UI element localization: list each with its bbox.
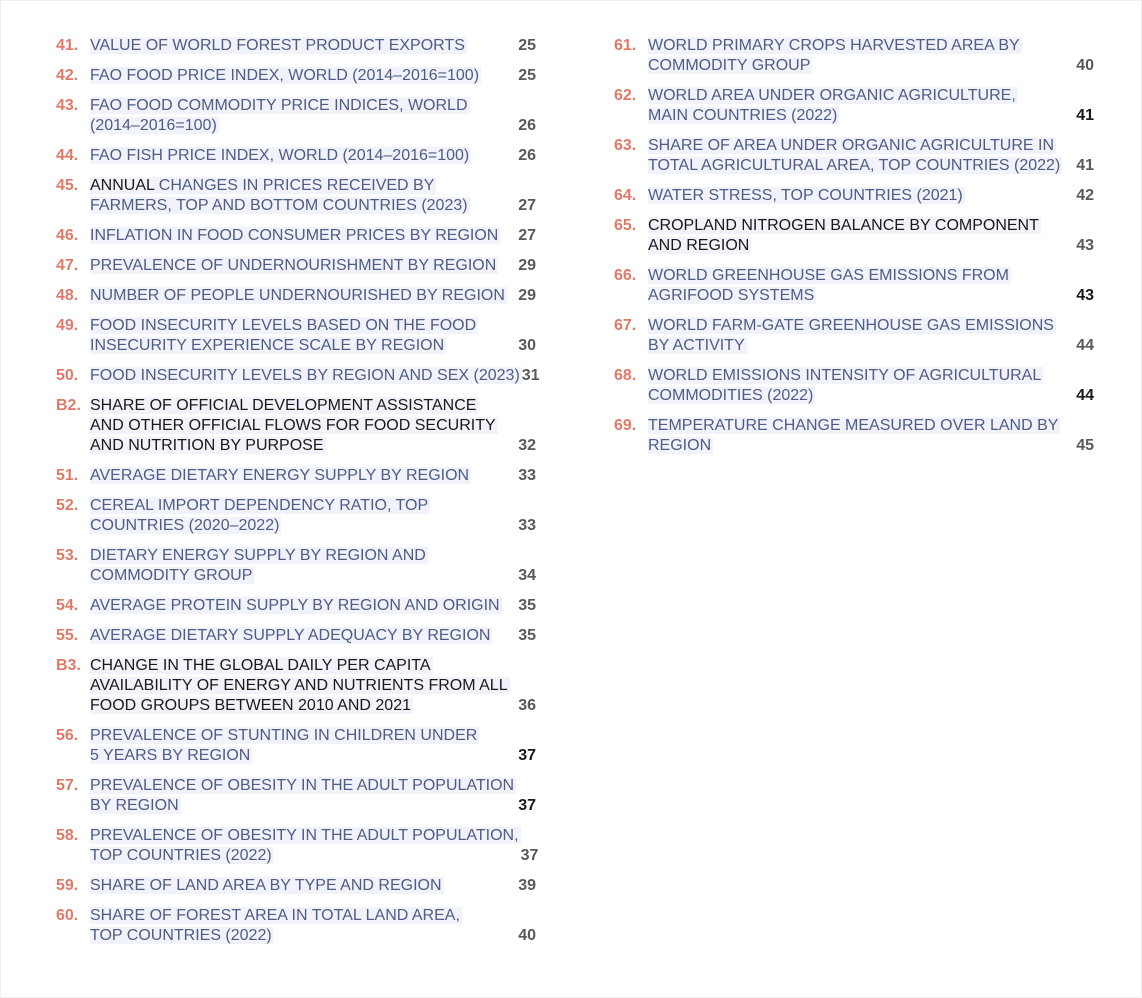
entry-title-line: COMMODITY GROUP [90, 567, 253, 584]
entry-page-number: 32 [518, 437, 536, 454]
toc-entry[interactable] [56, 656, 536, 716]
entry-title-line: VALUE OF WORLD FOREST PRODUCT EXPORTS [90, 37, 465, 54]
toc-entry[interactable] [614, 366, 1094, 406]
entry-title-line: COMMODITIES (2022) [648, 387, 814, 404]
toc-entry[interactable] [56, 36, 536, 56]
entry-page-number: 44 [1076, 387, 1094, 404]
entry-page-number: 42 [1076, 187, 1094, 204]
toc-entry[interactable] [56, 776, 536, 816]
entry-title-line: FAO FISH PRICE INDEX, WORLD (2014–2016=100) [90, 147, 470, 164]
entry-title-line: REGION [648, 437, 712, 454]
entry-title-line: WORLD FARM-GATE GREENHOUSE GAS EMISSIONS [648, 317, 1054, 334]
entry-title-line: WORLD EMISSIONS INTENSITY OF AGRICULTURAL [648, 367, 1042, 384]
entry-number: 69. [614, 417, 637, 434]
entry-number: 54. [56, 597, 79, 614]
entry-title-line: INFLATION IN FOOD CONSUMER PRICES BY REGION [90, 227, 499, 244]
toc-entry[interactable] [56, 466, 536, 486]
toc-entry[interactable] [56, 906, 536, 946]
entry-title-line: MAIN COUNTRIES (2022) [648, 107, 838, 124]
entry-title-line: WORLD PRIMARY CROPS HARVESTED AREA BY [648, 37, 1020, 54]
entry-title-line: AND NUTRITION BY PURPOSE [90, 437, 324, 454]
entry-number: 67. [614, 317, 637, 334]
toc-entry[interactable] [56, 726, 536, 766]
entry-title-line: WATER STRESS, TOP COUNTRIES (2021) [648, 187, 963, 204]
toc-entry[interactable] [56, 66, 536, 86]
entry-title [90, 776, 516, 816]
entry-title [90, 546, 428, 586]
entry-page-number: 35 [518, 627, 536, 644]
entry-title-line: FOOD GROUPS BETWEEN 2010 AND 2021 [90, 697, 411, 714]
entry-title-line: TOTAL AGRICULTURAL AREA, TOP COUNTRIES (2022) [648, 157, 1061, 174]
entry-title [90, 496, 430, 536]
entry-title [90, 256, 498, 276]
entry-title [90, 96, 470, 136]
entry-number: 68. [614, 367, 637, 384]
entry-title [90, 466, 471, 486]
entry-page-number: 39 [518, 877, 536, 894]
entry-number: 42. [56, 67, 79, 84]
toc-entry[interactable] [56, 546, 536, 586]
entry-number: 61. [614, 37, 637, 54]
entry-title [90, 876, 444, 896]
entry-title [90, 66, 481, 86]
entry-page-number: 44 [1076, 337, 1094, 354]
entry-page-number: 41 [1076, 107, 1094, 124]
entry-title [90, 396, 498, 456]
entry-title [90, 286, 507, 306]
entry-title [648, 266, 1011, 306]
entry-page-number: 26 [518, 147, 536, 164]
toc-entry[interactable] [56, 876, 536, 896]
entry-number: 41. [56, 37, 79, 54]
entry-title-line: BY ACTIVITY [648, 337, 745, 354]
entry-title-line: SHARE OF LAND AREA BY TYPE AND REGION [90, 877, 442, 894]
entry-page-number: 25 [518, 67, 536, 84]
entry-title-line: AVERAGE DIETARY ENERGY SUPPLY BY REGION [90, 467, 470, 484]
entry-title [90, 726, 479, 766]
entry-title-line: PREVALENCE OF OBESITY IN THE ADULT POPULATION, [90, 827, 519, 844]
entry-number: 44. [56, 147, 79, 164]
entry-page-number: 45 [1076, 437, 1094, 454]
toc-entry[interactable] [56, 286, 536, 306]
toc-entry[interactable] [614, 186, 1094, 206]
toc-entry[interactable] [614, 86, 1094, 126]
toc-entry[interactable] [56, 256, 536, 276]
toc-entry[interactable] [614, 316, 1094, 356]
entry-title-line: AND REGION [648, 237, 750, 254]
entry-page-number: 27 [518, 227, 536, 244]
entry-title-line: FAO FOOD COMMODITY PRICE INDICES, WORLD [90, 97, 468, 114]
toc-entry[interactable] [614, 36, 1094, 76]
entry-title-line: BY REGION [90, 797, 179, 814]
toc-entry[interactable] [56, 316, 536, 356]
entry-title-line: COMMODITY GROUP [648, 57, 811, 74]
entry-title-line: COUNTRIES (2020–2022) [90, 517, 280, 534]
entry-number: 62. [614, 87, 637, 104]
toc-entry[interactable] [614, 216, 1094, 256]
entry-title [90, 656, 510, 716]
toc-entry[interactable] [614, 266, 1094, 306]
entry-title-line: TOP COUNTRIES (2022) [90, 847, 272, 864]
entry-title-line: PREVALENCE OF OBESITY IN THE ADULT POPULATION [90, 777, 515, 794]
entry-number: 49. [56, 317, 79, 334]
entry-title-line: FOOD INSECURITY LEVELS BY REGION AND SEX (2023) [90, 367, 520, 384]
toc-entry[interactable] [56, 496, 536, 536]
entry-title [648, 36, 1022, 76]
toc-entry[interactable] [56, 826, 539, 866]
entry-title [90, 226, 500, 246]
entry-page-number: 40 [1076, 57, 1094, 74]
toc-entry[interactable] [56, 396, 536, 456]
toc-entry[interactable] [56, 226, 536, 246]
entry-title-line: AVAILABILITY OF ENERGY AND NUTRIENTS FROM ALL [90, 677, 508, 694]
entry-title-line: 5 YEARS BY REGION [90, 747, 251, 764]
entry-page-number: 34 [518, 567, 536, 584]
entry-title [90, 906, 462, 946]
entry-number: 58. [56, 827, 79, 844]
entry-number: 57. [56, 777, 79, 794]
entry-page-number: 31 [521, 367, 540, 384]
entry-page-number: 37 [520, 847, 539, 864]
entry-title-line: (2014–2016=100) [90, 117, 217, 134]
entry-title-line: SHARE OF OFFICIAL DEVELOPMENT ASSISTANCE [90, 397, 477, 414]
entry-title-line: FOOD INSECURITY LEVELS BASED ON THE FOOD [90, 317, 477, 334]
entry-page-number: 25 [518, 37, 536, 54]
entry-number: 52. [56, 497, 79, 514]
entry-title-rest: CHANGES IN PRICES RECEIVED BY [154, 177, 435, 194]
entry-number: 46. [56, 227, 79, 244]
entry-number: 47. [56, 257, 79, 274]
entry-page-number: 27 [518, 197, 536, 214]
entry-number: 48. [56, 287, 79, 304]
entry-title-line: TEMPERATURE CHANGE MEASURED OVER LAND BY [648, 417, 1059, 434]
entry-title [648, 136, 1062, 176]
entry-number: 60. [56, 907, 79, 924]
entry-title [648, 366, 1043, 406]
entry-title [90, 366, 522, 386]
entry-title-line: PREVALENCE OF STUNTING IN CHILDREN UNDER [90, 727, 478, 744]
toc-entry[interactable] [56, 366, 540, 386]
entry-title-line: SHARE OF FOREST AREA IN TOTAL LAND AREA, [90, 907, 460, 924]
entry-page-number: 33 [518, 467, 536, 484]
toc-entry[interactable] [56, 596, 536, 616]
entry-title-line: FAO FOOD PRICE INDEX, WORLD (2014–2016=100) [90, 67, 480, 84]
entry-number: 66. [614, 267, 637, 284]
entry-title-line: WORLD GREENHOUSE GAS EMISSIONS FROM [648, 267, 1009, 284]
entry-page-number: 41 [1076, 157, 1094, 174]
toc-entry[interactable] [56, 626, 536, 646]
entry-title-line [90, 177, 436, 194]
entry-number: 50. [56, 367, 79, 384]
entry-title [90, 826, 521, 866]
toc-column-right [614, 36, 1094, 466]
entry-number: 45. [56, 177, 79, 194]
entry-title [90, 146, 471, 166]
entry-title-black-word: ANNUAL [90, 177, 155, 194]
toc-entry[interactable] [56, 146, 536, 166]
entry-title [648, 416, 1060, 456]
entry-number: 65. [614, 217, 637, 234]
toc-entry[interactable] [56, 96, 536, 136]
entry-title-line: CEREAL IMPORT DEPENDENCY RATIO, TOP [90, 497, 429, 514]
entry-title [648, 316, 1056, 356]
entry-page-number: 29 [518, 257, 536, 274]
entry-number: 59. [56, 877, 79, 894]
entry-page-number: 30 [518, 337, 536, 354]
entry-title-line: CHANGE IN THE GLOBAL DAILY PER CAPITA [90, 657, 431, 674]
entry-title-line: FARMERS, TOP AND BOTTOM COUNTRIES (2023) [90, 197, 468, 214]
entry-number: 64. [614, 187, 637, 204]
entry-page-number: 33 [518, 517, 536, 534]
entry-title [90, 36, 467, 56]
toc-entry[interactable] [614, 136, 1094, 176]
entry-title-line: INSECURITY EXPERIENCE SCALE BY REGION [90, 337, 445, 354]
entry-title [90, 626, 492, 646]
entry-page-number: 40 [518, 927, 536, 944]
entry-number: 63. [614, 137, 637, 154]
entry-title-line: DIETARY ENERGY SUPPLY BY REGION AND [90, 547, 426, 564]
entry-title-line: AVERAGE PROTEIN SUPPLY BY REGION AND ORIGIN [90, 597, 500, 614]
toc-column-left [56, 36, 540, 956]
entry-title [90, 316, 478, 356]
entry-title [90, 596, 502, 616]
entry-title-line: WORLD AREA UNDER ORGANIC AGRICULTURE, [648, 87, 1016, 104]
entry-title [648, 86, 1018, 126]
toc-entry[interactable] [56, 176, 536, 216]
entry-page-number: 26 [518, 117, 536, 134]
entry-title-line: TOP COUNTRIES (2022) [90, 927, 272, 944]
entry-number: 51. [56, 467, 79, 484]
entry-page-number: 43 [1076, 287, 1094, 304]
entry-title-line: AVERAGE DIETARY SUPPLY ADEQUACY BY REGION [90, 627, 491, 644]
entry-title-line: AGRIFOOD SYSTEMS [648, 287, 815, 304]
entry-page-number: 37 [518, 797, 536, 814]
entry-title-line: SHARE OF AREA UNDER ORGANIC AGRICULTURE IN [648, 137, 1054, 154]
entry-title-line: CROPLAND NITROGEN BALANCE BY COMPONENT [648, 217, 1039, 234]
entry-page-number: 37 [518, 747, 536, 764]
entry-number: 53. [56, 547, 79, 564]
entry-number: 55. [56, 627, 79, 644]
entry-title [648, 216, 1041, 256]
toc-entry[interactable] [614, 416, 1094, 456]
entry-title-line: PREVALENCE OF UNDERNOURISHMENT BY REGION [90, 257, 497, 274]
entry-number: 43. [56, 97, 79, 114]
entry-number: 56. [56, 727, 79, 744]
entry-title [648, 186, 965, 206]
entry-number: B3. [56, 657, 81, 674]
entry-number: B2. [56, 397, 81, 414]
entry-title-line: NUMBER OF PEOPLE UNDERNOURISHED BY REGION [90, 287, 505, 304]
entry-title-line: AND OTHER OFFICIAL FLOWS FOR FOOD SECURITY [90, 417, 496, 434]
entry-title [90, 176, 470, 216]
entry-page-number: 29 [518, 287, 536, 304]
entry-page-number: 43 [1076, 237, 1094, 254]
entry-page-number: 35 [518, 597, 536, 614]
entry-page-number: 36 [518, 697, 536, 714]
